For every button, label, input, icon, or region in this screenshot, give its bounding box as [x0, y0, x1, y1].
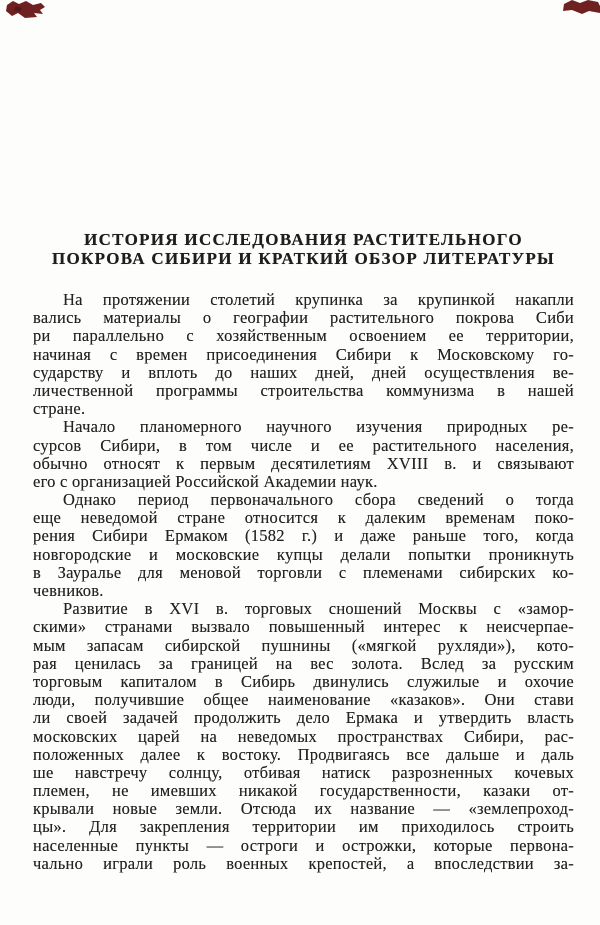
text-line: личественной программы строительства коммунизма в нашей [33, 380, 574, 400]
text-line: его с организацией Российской Академии наук. [33, 471, 378, 491]
text-line: люди, получившие общее наименование «казаков». Они стави [33, 690, 574, 710]
text-line: племен, не имевших никакой государственности, казаки от- [33, 781, 574, 801]
scan-artifact-top-left-icon [4, 0, 50, 22]
body-text [33, 291, 574, 873]
text-line: стране. [33, 399, 86, 419]
chapter-title [33, 231, 574, 268]
text-line: новгородские и московские купцы делали попытки проникнуть [33, 544, 574, 564]
text-line: Однако период первоначального сбора сведений о тогда [63, 490, 574, 510]
text-line: Начало планомерного научного изучения природных ре- [63, 417, 574, 437]
text-line: сурсов Сибири, в том числе и ее растительного населения, [33, 435, 574, 455]
text-line: рения Сибири Ермаком (1582 г.) и даже раньше того, когда [33, 526, 574, 546]
text-line: торговым капиталом в Сибирь двинулись служилые и охочие [33, 671, 574, 691]
text-line: ли своей задачей продолжить дело Ермака и утвердить власть [33, 708, 574, 728]
text-line: чально играли роль военных крепостей, а впоследствии за- [33, 853, 574, 873]
text-line: ше навстречу солнцу, отбивая натиск разрозненных кочевых [33, 762, 574, 782]
text-line: населенные пункты — остроги и острожки, которые первона- [33, 835, 574, 855]
text-line: Развитие в XVI в. торговых сношений Москвы с «замор- [63, 599, 574, 619]
chapter-title-line-1: ИСТОРИЯ ИССЛЕДОВАНИЯ РАСТИТЕЛЬНОГО [84, 230, 523, 249]
text-line: крывали новые земли. Отсюда их название — «землепроход- [33, 799, 574, 819]
text-line: положенных далее к востоку. Продвигаясь все дальше и даль [33, 744, 574, 764]
text-line: вались материалы о географии растительного покрова Сиби [33, 308, 574, 328]
text-line: московских царей на неведомых пространствах Сибири, рас- [33, 726, 574, 746]
text-line: сударству и вплоть до наших дней, дней осуществления ве- [33, 362, 574, 382]
text-line: ри параллельно с хозяйственным освоением ее территории, [33, 326, 574, 346]
text-line: начиная с времен присоединения Сибири к Московскому го- [33, 344, 574, 364]
text-line: обычно относят к первым десятилетиям XVIII в. и связывают [33, 453, 574, 473]
text-line: скими» странами вызвало повышенный интерес к неисчерпае- [33, 617, 574, 637]
text-line: На протяжении столетий крупинка за крупинкой накапли [63, 290, 574, 309]
text-line: рая ценилась за границей на вес золота. Вслед за русским [33, 653, 574, 673]
text-line: цы». Для закрепления территории им приходилось строить [33, 817, 574, 837]
text-line: чевников. [33, 581, 104, 600]
text-line: еще неведомой стране относится к далеким временам поко- [33, 508, 574, 528]
text-line: в Зауралье для меновой торговли с племенами сибирских ко- [33, 562, 574, 582]
scan-artifact-top-right-icon [560, 0, 600, 17]
text-line: мым запасам сибирской пушнины («мягкой рухляди»), кото- [33, 635, 574, 655]
chapter-title-line-2: ПОКРОВА СИБИРИ И КРАТКИЙ ОБЗОР ЛИТЕРАТУРЫ [51, 248, 556, 268]
